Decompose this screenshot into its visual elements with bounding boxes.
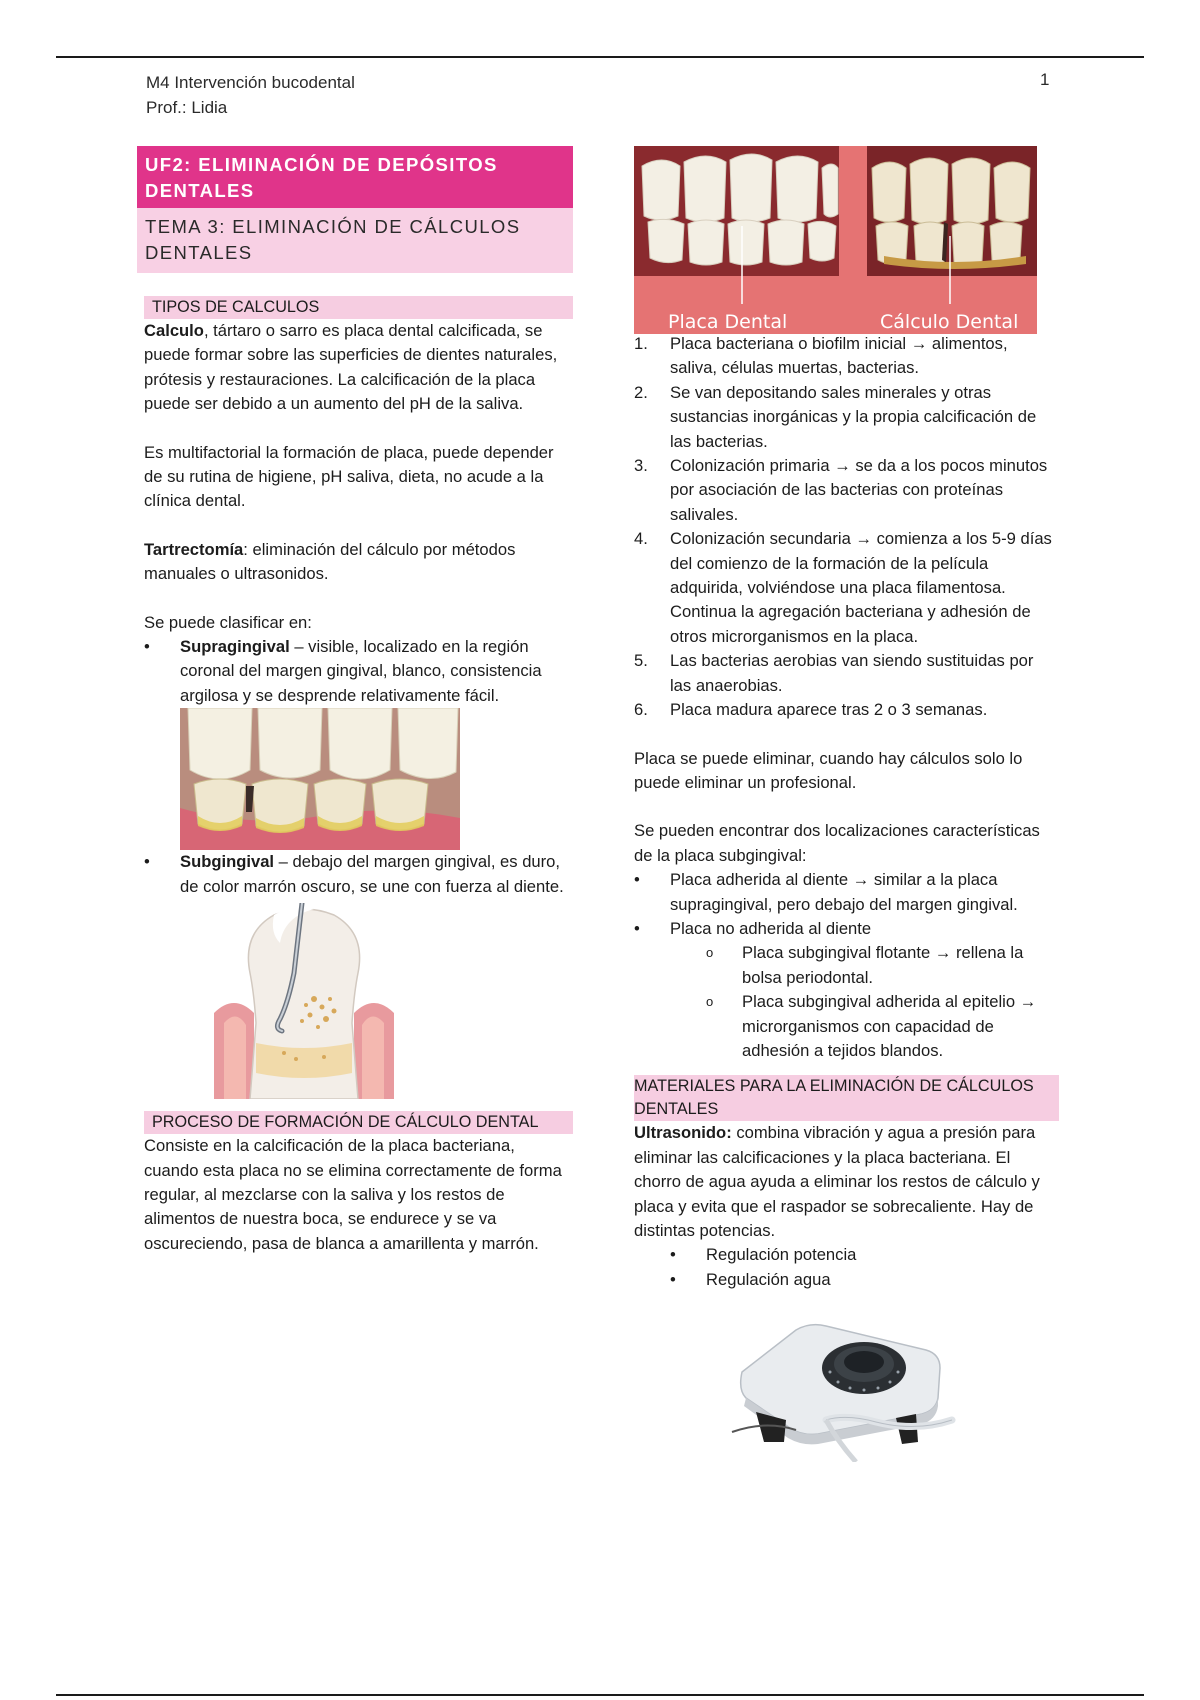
no-adherida-sublist <box>706 941 1059 1063</box>
step-text: Placa madura aparece tras 2 o 3 semanas. <box>670 700 988 720</box>
step-number: 5. <box>634 651 648 671</box>
ultrasonido-text: combina vibración y agua a presión para eliminar las calcificaciones y la placa bacteriana. El chorro de agua ayuda a eliminar los restos de cálculo y placa y evita que el raspador se sobrecaliente. Hay de distintas potencias. <box>634 1123 1040 1240</box>
calculo-term: Calculo <box>144 321 204 340</box>
step-item <box>634 698 1059 722</box>
sub-list-item: o Placa subgingival flotante → rellena la bolsa periodontal. <box>706 941 1059 990</box>
step-item <box>634 454 1059 527</box>
step-item <box>634 381 1059 454</box>
step-number: 2. <box>634 382 648 402</box>
sub-text: – debajo del margen gingival, es duro, de color marrón oscuro, se une con fuerza al diente. <box>180 852 564 896</box>
page-header <box>146 70 355 120</box>
section-heading-tipos: TIPOS DE CALCULOS <box>144 296 573 319</box>
sub-list-item: o Placa subgingival adherida al epitelio → microrganismos con capacidad de adhesión a tejidos blandos. <box>706 990 1059 1063</box>
formation-steps-list <box>634 332 1059 723</box>
step-number: 3. <box>634 456 648 476</box>
step-text: Colonización primaria → se da a los pocos minutos por asociación de las bacterias con proteínas salivales. <box>670 456 1048 524</box>
subgingival-calculus-illustration <box>184 903 424 1099</box>
list-item <box>144 635 573 850</box>
list-item: • Regulación agua <box>670 1268 1059 1292</box>
step-item <box>634 332 1059 381</box>
top-rule <box>56 56 1144 58</box>
tartrectomia-term: Tartrectomía <box>144 539 244 559</box>
calculo-paragraph <box>144 319 573 417</box>
step-number: 6. <box>634 700 648 720</box>
list-item <box>634 917 1059 941</box>
teacher-name: Prof.: Lidia <box>146 98 228 117</box>
supragingival-teeth-photo <box>180 708 460 850</box>
list-item: • Placa adherida al diente → similar a la placa supragingival, pero debajo del margen gingival. <box>634 868 1059 917</box>
localizaciones-paragraph: Se pueden encontrar dos localizaciones características de la placa subgingival: <box>634 821 1040 865</box>
photo-label-plaque: Placa Dental <box>668 311 788 333</box>
step-text: Se van depositando sales minerales y otras sustancias inorgánicas y la propia calcificación de las bacterias. <box>670 382 1037 451</box>
list-item <box>144 850 573 1099</box>
ultrasonido-paragraph <box>634 1121 1059 1243</box>
photo-label-calculus: Cálculo Dental <box>880 311 1019 333</box>
tartrectomia-text: : eliminación del cálculo por métodos manuales o ultrasonidos. <box>144 539 516 584</box>
step-item <box>634 649 1059 698</box>
section-heading-proceso: PROCESO DE FORMACIÓN DE CÁLCULO DENTAL <box>144 1111 573 1134</box>
left-column <box>137 146 573 1256</box>
plaque-vs-calculus-photo <box>634 146 1037 334</box>
course-name: M4 Intervención bucodental <box>146 73 355 92</box>
bottom-rule <box>56 1694 1144 1696</box>
supra-text: – visible, localizado en la región coronal del margen gingival, blanco, consistencia argilosa y se desprende relativamente fácil. <box>180 637 542 705</box>
unit-title: UF2: ELIMINACIÓN DE DEPÓSITOS DENTALES <box>137 146 573 208</box>
step-text: Las bacterias aerobias van siendo sustituidas por las anaerobias. <box>670 651 1034 695</box>
step-text: Colonización secundaria → comienza a los 5-9 días del comienzo de la formación de la película adquirida, volviéndose una placa filamentosa. Continua la agregación bacteriana y adhesión de otros microrganismos en la placa. <box>670 529 1052 646</box>
sub-term: Subgingival <box>180 852 275 872</box>
multifactorial-paragraph: Es multifactorial la formación de placa, puede depender de su rutina de higiene, pH saliva, dieta, no acude a la clínica dental. <box>144 442 554 511</box>
regulation-list <box>670 1243 1059 1292</box>
classification-list <box>144 635 573 1099</box>
proceso-paragraph: Consiste en la calcificación de la placa bacteriana, cuando esta placa no se elimina correctamente de forma regular, al mezclarse con la saliva y los restos de alimentos de nuestra boca, se endurece y se va oscureciendo, pasa de blanca a amarillenta y marrón. <box>144 1136 562 1253</box>
list-item: • Regulación potencia <box>670 1243 1059 1267</box>
eliminar-paragraph: Placa se puede eliminar, cuando hay cálculos solo lo puede eliminar un profesional. <box>634 748 1023 792</box>
page-number: 1 <box>1040 70 1050 89</box>
right-column <box>634 146 1059 1462</box>
topic-title: TEMA 3: ELIMINACIÓN DE CÁLCULOS DENTALES <box>137 208 573 273</box>
subgingival-locations-list <box>634 868 1059 941</box>
step-number: 1. <box>634 334 648 353</box>
ultrasonic-scaler-device-image <box>726 1302 966 1462</box>
no-adherida-text: Placa no adherida al diente <box>670 918 872 938</box>
supra-term: Supragingival <box>180 637 290 657</box>
clasificar-paragraph: Se puede clasificar en: <box>144 612 312 632</box>
calculo-text: , tártaro o sarro es placa dental calcificada, se puede formar sobre las superficies de dientes naturales, prótesis y restauraciones. La calcificación de la placa puede ser debido a un aumento del pH de la saliva. <box>144 321 558 414</box>
ultrasonido-term: Ultrasonido: <box>634 1123 732 1143</box>
step-text: Placa bacteriana o biofilm inicial → alimentos, saliva, células muertas, bacterias. <box>670 334 1008 378</box>
tartrectomia-paragraph <box>144 538 573 587</box>
section-heading-materiales: MATERIALES PARA LA ELIMINACIÓN DE CÁLCULOS DENTALES <box>634 1075 1059 1121</box>
step-item <box>634 527 1059 649</box>
step-number: 4. <box>634 529 648 549</box>
